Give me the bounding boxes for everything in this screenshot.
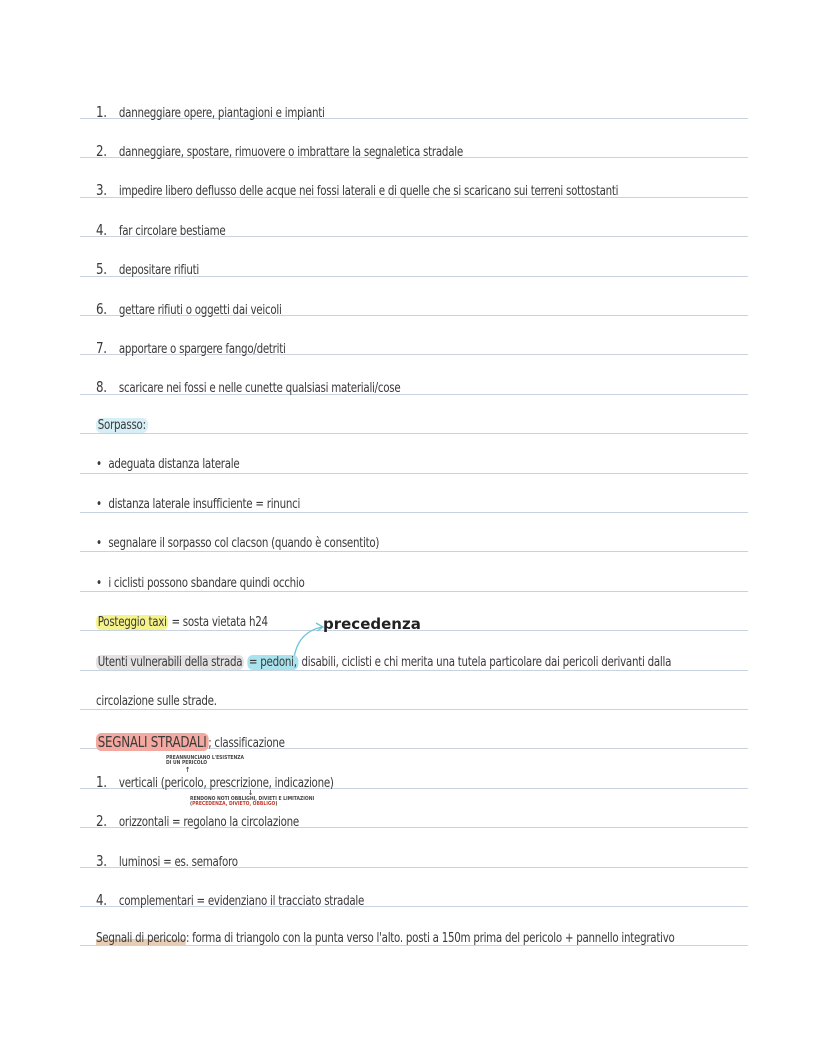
item-text: impedire libero deflusso delle acque nei fossi laterali e di quelle che si scaricano sui terreni sottostanti: [118, 184, 619, 199]
handwritten-note: precedenza: [323, 615, 421, 633]
item-text: luminosi = es. semaforo: [118, 855, 238, 870]
item-number: 3.: [96, 181, 107, 199]
list-item: [96, 891, 364, 909]
text: = sosta vietata h24: [168, 615, 268, 630]
taxi-line: [96, 615, 268, 630]
item-text: danneggiare opere, piantagioni e impianti: [118, 106, 325, 121]
note-text: ): [275, 801, 278, 807]
list-item: [96, 300, 282, 318]
note-text: RENDONO NOTI OBBLIGHI, DIVIETI E LIMITAZIONI (: [190, 796, 315, 807]
item-text: verticali (pericolo, prescrizione, indicazione): [118, 776, 334, 791]
list-item: [96, 812, 299, 830]
item-number: 2.: [96, 142, 107, 160]
annotation-note: PREANNUNCIANO L'ESISTENZA DI UN PERICOLO: [166, 755, 244, 766]
list-item: [96, 852, 238, 870]
highlight-text: Posteggio taxi: [97, 615, 167, 630]
item-text: complementari = evidenziano il tracciato stradale: [118, 894, 365, 909]
ruled-line: [80, 512, 748, 513]
bullet-icon: •: [96, 536, 102, 551]
bullet-item: [96, 457, 239, 472]
item-number: 4.: [96, 891, 107, 909]
item-number: 6.: [96, 300, 107, 318]
item-text: adeguata distanza laterale: [108, 457, 240, 472]
highlight-text: Utenti vulnerabili della strada: [97, 655, 243, 670]
item-text: i ciclisti possono sbandare quindi occhio: [108, 576, 305, 591]
item-text: apportare o spargere fango/detriti: [118, 342, 286, 357]
item-text: distanza laterale insufficiente = rinunci: [108, 497, 301, 512]
item-text: danneggiare, spostare, rimuovere o imbrattare la segnaletica stradale: [118, 145, 463, 160]
highlight-text: Segnali di pericolo: [96, 931, 186, 946]
list-item: [96, 339, 286, 357]
ruled-line: [80, 591, 748, 592]
item-text: orizzontali = regolano la circolazione: [118, 815, 299, 830]
item-number: 2.: [96, 812, 107, 830]
list-item: [96, 103, 325, 121]
bullet-item: [96, 497, 300, 512]
ruled-line: [80, 551, 748, 552]
list-item: [96, 773, 334, 791]
text: : forma di triangolo con la punta verso l'alto. posti a 150m prima del pericolo + pannello integrativo: [185, 931, 675, 946]
item-text: gettare rifiuti o oggetti dai veicoli: [118, 303, 282, 318]
item-number: 1.: [96, 773, 107, 791]
highlight-text: SEGNALI STRADALI: [97, 733, 207, 751]
item-number: 5.: [96, 260, 107, 278]
bullet-icon: •: [96, 457, 102, 472]
bullet-icon: •: [96, 497, 102, 512]
list-item: [96, 378, 400, 396]
list-item: [96, 260, 199, 278]
highlight-text: = pedoni,: [248, 655, 297, 670]
ruled-line: [80, 433, 748, 434]
bullet-item: [96, 536, 379, 551]
item-text: segnalare il sorpasso col clacson (quando è consentito): [108, 536, 380, 551]
list-item: [96, 142, 463, 160]
item-text: far circolare bestiame: [118, 224, 226, 239]
arrow-up-icon: ↑: [185, 766, 191, 774]
ruled-line: [80, 473, 748, 474]
ruled-line: [80, 709, 748, 710]
list-item: [96, 221, 225, 239]
bullet-item: [96, 576, 305, 591]
item-number: 3.: [96, 852, 107, 870]
text: circolazione sulle strade.: [96, 694, 217, 709]
note-highlight: PRECEDENZA, DIVIETO, OBBLIGO: [192, 801, 276, 807]
text: disabili, ciclisti e chi merita una tutela particolare dai pericoli derivanti dalla: [298, 655, 672, 670]
ruled-line: [80, 670, 748, 671]
text: ; classificazione: [208, 736, 285, 751]
section-heading-segnali: [96, 733, 285, 751]
section-heading-sorpasso: [96, 418, 148, 433]
list-item: [96, 181, 618, 199]
utenti-line-2: [96, 694, 217, 709]
item-number: 1.: [96, 103, 107, 121]
item-number: 7.: [96, 339, 107, 357]
item-number: 4.: [96, 221, 107, 239]
bullet-icon: •: [96, 576, 102, 591]
pericolo-line: [96, 931, 675, 946]
arrow-down-icon: ↓: [248, 789, 254, 797]
annotation-note: [190, 797, 350, 807]
heading-text: Sorpasso:: [97, 418, 146, 433]
item-text: scaricare nei fossi e nelle cunette qualsiasi materiali/cose: [118, 381, 401, 396]
item-text: depositare rifiuti: [118, 263, 199, 278]
utenti-line: [96, 655, 671, 670]
item-number: 8.: [96, 378, 107, 396]
